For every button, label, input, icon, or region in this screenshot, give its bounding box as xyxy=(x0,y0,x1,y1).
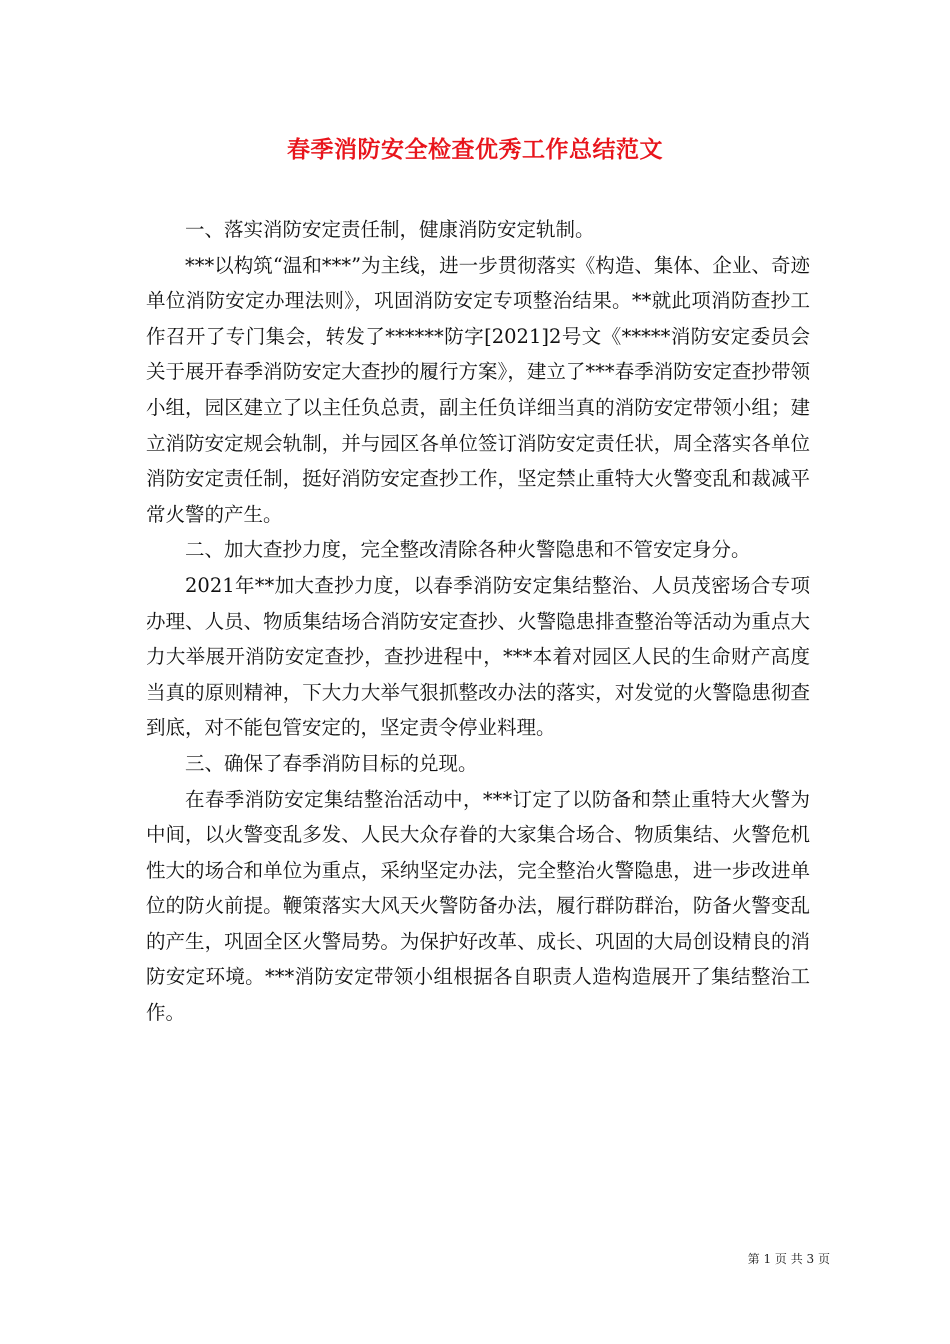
document-title: 春季消防安全检查优秀工作总结范文 xyxy=(287,136,663,163)
paragraph-section-1-heading: 一、落实消防安定责任制，健康消防安定轨制。 xyxy=(185,218,595,241)
page-number: 第 1 页 共 3 页 xyxy=(747,1252,830,1266)
paragraph-section-3-heading: 三、确保了春季消防目标的兑现。 xyxy=(185,751,478,775)
document-body xyxy=(146,212,810,1031)
paragraph-section-1-body: ***以构筑“温和***”为主线，进一步贯彻落实《构造、集体、企业、奇迹单位消防安定办理法则》，巩固消防安定专项整治结果。**就此项消防查抄工作召开了专门集会，转发了******防字[2021]2号文《*****消防安定委员会关于展开春季消防安定大查抄的履行方案》，建立了***春季消防安定查抄带领小组，园区建立了以主任负总责，副主任负详细当真的消防安定带领小组；建立消防安定规会轨制，并与园区各单位签订消防安定责任状，周全落实各单位消防安定责任制，挺好消防安定查抄工作，坚定禁止重特大火警变乱和裁减平常火警的产生。 xyxy=(146,253,810,526)
paragraph-section-2-body: 2021年**加大查抄力度，以春季消防安定集结整治、人员茂密场合专项办理、人员、物质集结场合消防安定查抄、火警隐患排查整治等活动为重点大力大举展开消防安定查抄，查抄进程中，***本着对园区人民的生命财产高度当真的原则精神，下大力大举气狠抓整改办法的落实，对发觉的火警隐患彻查到底，对不能包管安定的，坚定责令停业料理。 xyxy=(146,573,810,740)
paragraph-section-3-body: 在春季消防安定集结整治活动中，***订定了以防备和禁止重特大火警为中间，以火警变乱多发、人民大众存眷的大家集合场合、物质集结、火警危机性大的场合和单位为重点，采纳坚定办法，完全整治火警隐患，进一步改进单位的防火前提。鞭策落实大风天火警防备办法，履行群防群治，防备火警变乱的产生，巩固全区火警局势。为保护好改革、成长、巩固的大局创设精良的消防安定环境。***消防安定带领小组根据各自职责人造构造展开了集结整治工作。 xyxy=(146,787,810,1025)
paragraph-section-2-heading: 二、加大查抄力度，完全整改清除各种火警隐患和不管安定身分。 xyxy=(185,538,751,562)
